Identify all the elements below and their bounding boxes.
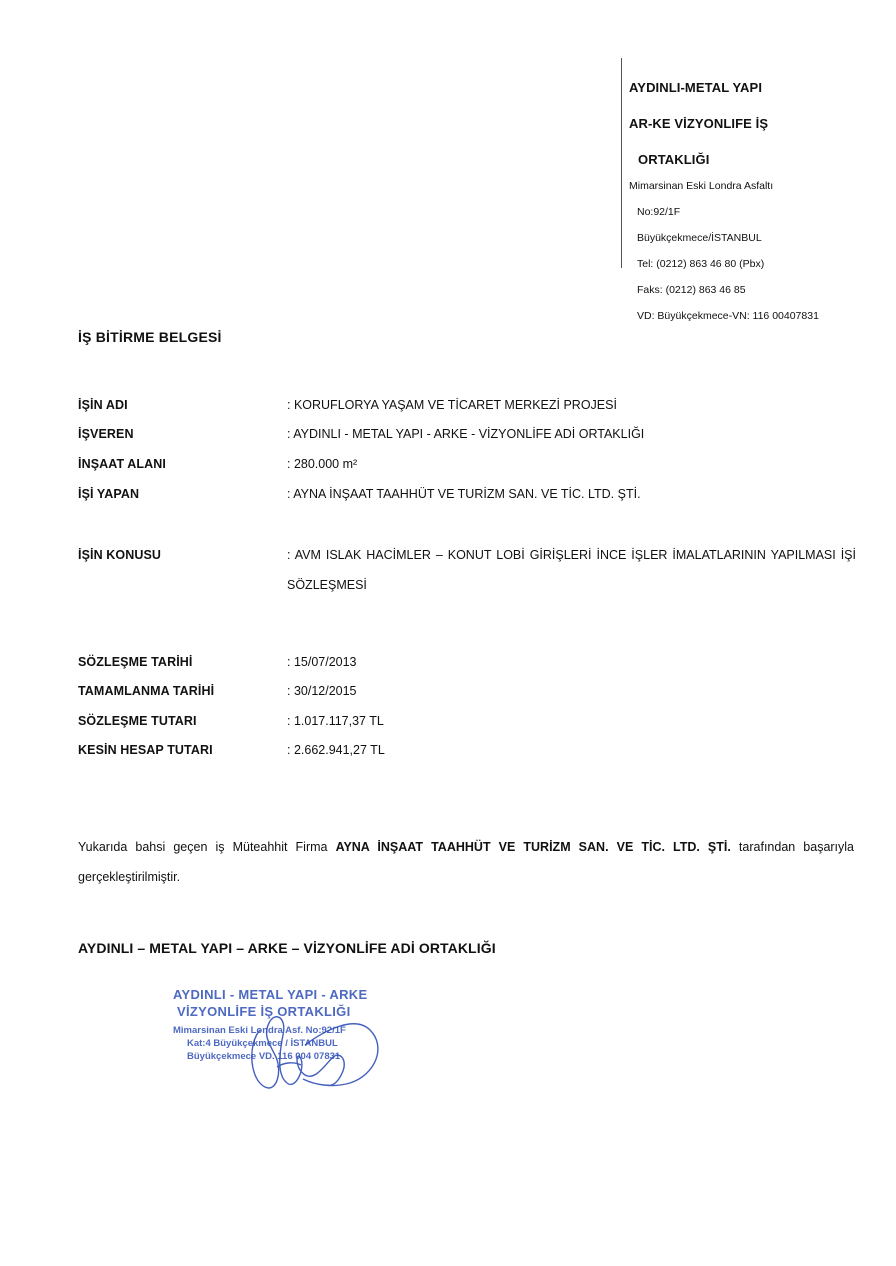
field-value: : 15/07/2013 (287, 655, 357, 669)
field-label: SÖZLEŞME TARİHİ (78, 655, 193, 669)
contractor-name: AYNA İNŞAAT TAAHHÜT VE TURİZM SAN. VE TİC. LTD. ŞTİ. (335, 840, 731, 854)
field-value: : 280.000 m² (287, 457, 358, 471)
letterhead-name-line1: AYDINLI-METAL YAPI (629, 80, 763, 95)
field-value: : AVM ISLAK HACİMLER – KONUT LOBİ GİRİŞLERİ İNCE İŞLER İMALATLARININ YAPILMASI İŞİ SÖZLEŞMESİ (287, 548, 856, 592)
statement-text-part2: tarafından başarıyla gerçekleştirilmiştir. (78, 840, 855, 884)
letterhead-address3: Büyükçekmece/İSTANBUL (637, 232, 762, 244)
letterhead-tax: VD: Büyükçekmece-VN: 116 00407831 (637, 310, 819, 322)
field-value: : 30/12/2015 (287, 684, 357, 698)
signatory-name: AYDINLI – METAL YAPI – ARKE – VİZYONLİFE ADİ ORTAKLIĞI (78, 940, 496, 956)
field-label: İNŞAAT ALANI (78, 457, 166, 471)
field-value: : 1.017.117,37 TL (287, 714, 384, 728)
completion-statement (78, 832, 854, 892)
svg-text:AYDINLI - METAL YAPI - ARKE: AYDINLI - METAL YAPI - ARKE (173, 987, 368, 1002)
field-value: : 2.662.941,27 TL (287, 743, 385, 757)
field-value: : AYNA İNŞAAT TAAHHÜT VE TURİZM SAN. VE TİC. LTD. ŞTİ. (287, 487, 641, 501)
field-label: SÖZLEŞME TUTARI (78, 714, 197, 728)
letterhead-name-line3: ORTAKLIĞI (638, 152, 710, 167)
field-label: İŞİN ADI (78, 398, 128, 412)
field-label: İŞVEREN (78, 427, 134, 441)
letterhead-divider (621, 58, 622, 268)
field-label: İŞİ YAPAN (78, 487, 140, 501)
letterhead-fax: Faks: (0212) 863 46 85 (637, 284, 746, 296)
svg-text:Kat:4 Büyükçekmece / İSTANBUL: Kat:4 Büyükçekmece / İSTANBUL (187, 1038, 338, 1049)
field-value: : KORUFLORYA YAŞAM VE TİCARET MERKEZİ PROJESİ (287, 398, 617, 412)
letterhead-tel: Tel: (0212) 863 46 80 (Pbx) (637, 258, 765, 270)
letterhead-name-line2: AR-KE VİZYONLIFE İŞ (629, 116, 769, 131)
letterhead (629, 74, 889, 336)
company-stamp-signature (165, 975, 415, 1100)
svg-text:Mimarsinan Eski Londra Asf. No: Mimarsinan Eski Londra Asf. No:92/1F (173, 1025, 346, 1036)
document-title: İŞ BİTİRME BELGESİ (78, 329, 222, 345)
svg-text:Büyükçekmece VD. 116 004 07831: Büyükçekmece VD. 116 004 07831 (187, 1051, 341, 1062)
letterhead-address2: No:92/1F (637, 206, 681, 218)
statement-text-part1: Yukarıda bahsi geçen iş Müteahhit Firma (78, 840, 336, 854)
svg-text:VİZYONLİFE İŞ ORTAKLIĞI: VİZYONLİFE İŞ ORTAKLIĞI (177, 1004, 351, 1019)
field-value: : AYDINLI - METAL YAPI - ARKE - VİZYONLİFE ADİ ORTAKLIĞI (287, 427, 645, 441)
field-label: İŞİN KONUSU (78, 548, 162, 562)
letterhead-address1: Mimarsinan Eski Londra Asfaltı (629, 180, 774, 192)
field-label: TAMAMLANMA TARİHİ (78, 684, 215, 698)
field-label: KESİN HESAP TUTARI (78, 743, 213, 757)
